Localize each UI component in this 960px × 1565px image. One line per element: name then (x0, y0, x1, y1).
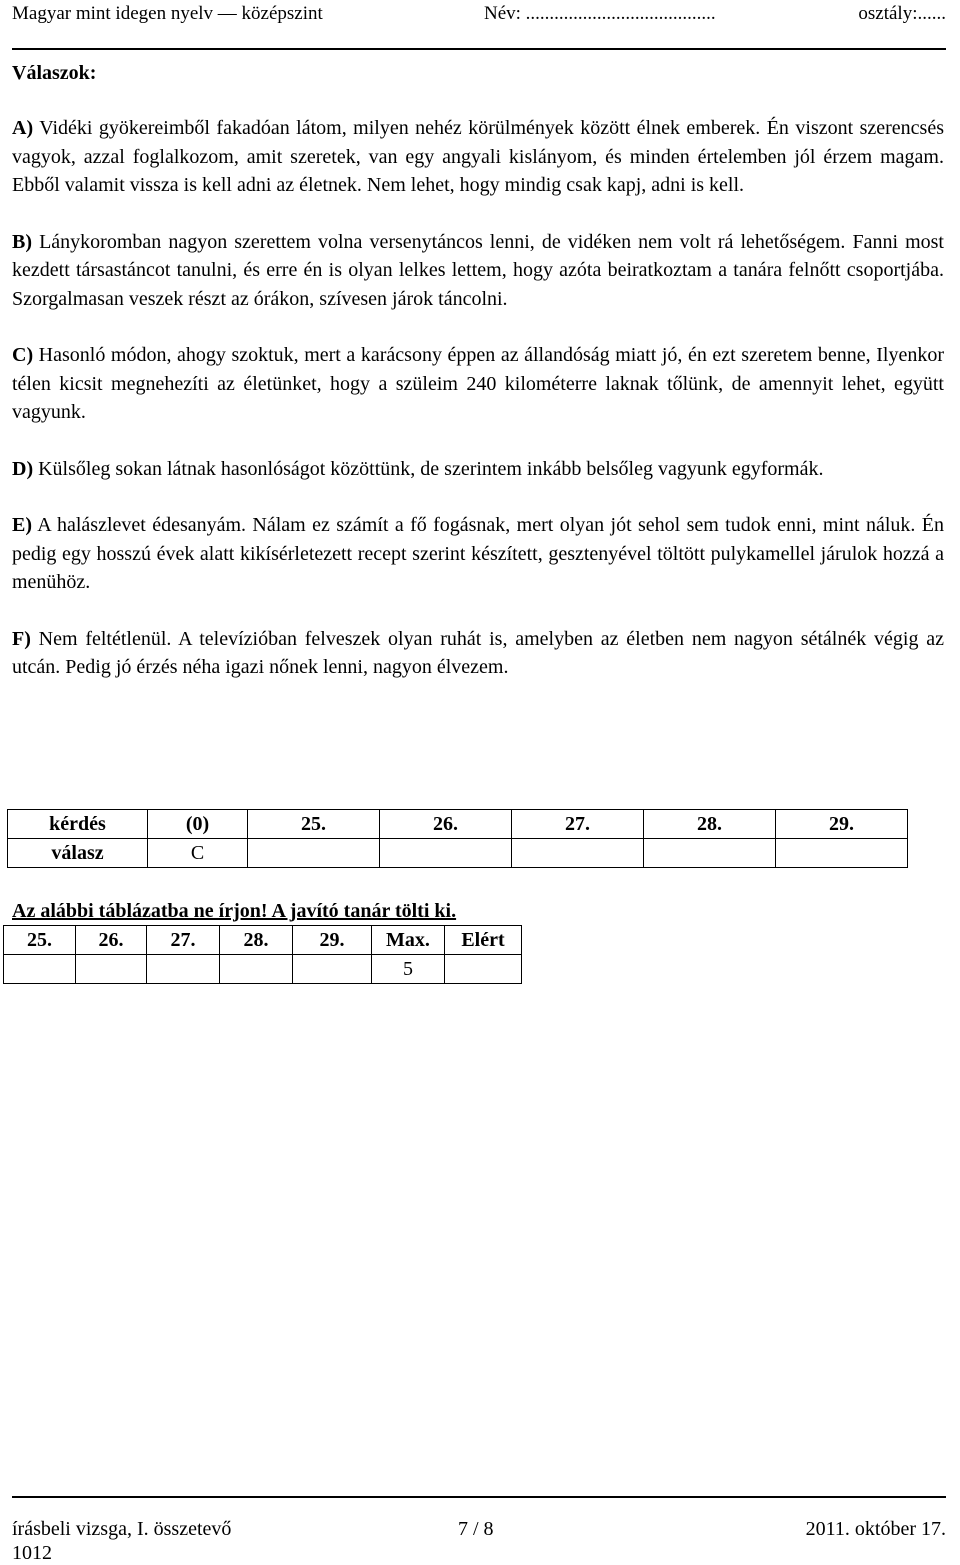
answer-text: Nem feltétlenül. A televízióban felveszek olyan ruhát is, amelyben az életben nem nagyon sétálnék végig az utcán. Pedig jó érzés néha igazi nőnek lenni, nagyon élvezem. (12, 627, 944, 678)
answer-b (12, 228, 944, 314)
grader-value-cell (4, 955, 76, 984)
answer-cell[interactable] (512, 839, 644, 868)
answer-e (12, 511, 944, 597)
answer-letter: C) (12, 344, 34, 366)
answer-f (12, 625, 944, 682)
grader-header-cell: 28. (220, 926, 293, 955)
answer-text: Vidéki gyökereimből fakadóan látom, milyen nehéz körülmények között élnek emberek. Én viszont szerencsés vagyok, azzal foglalkozom, amit szeretek, van egy angyali kislányom, és minden értelemben jól érzem magam. Ebből valamit vissza is kell adni az életnek. Nem lehet, hogy mindig csak kapj, adni is kell. (12, 117, 944, 196)
header-subject: Magyar mint idegen nyelv — középszint (12, 3, 323, 24)
question-cell: 27. (512, 810, 644, 839)
grader-value-cell (293, 955, 372, 984)
table-row (8, 839, 908, 868)
header-name-field: Név: ........................................ (484, 3, 716, 24)
grader-value-cell (147, 955, 220, 984)
footer-date: 2011. október 17. (805, 1518, 946, 1540)
answer-a (12, 114, 944, 200)
answer-cell[interactable] (380, 839, 512, 868)
page-number: 7 / 8 (458, 1518, 494, 1540)
answer-text: Külsőleg sokan látnak hasonlóságot közöttünk, de szerintem inkább belsőleg vagyunk egyformák. (33, 457, 824, 480)
header-divider (12, 48, 946, 50)
answer-letter: D) (12, 457, 34, 480)
row-label-question: kérdés (8, 810, 148, 839)
grader-header-cell: 26. (76, 926, 147, 955)
grader-value-cell (220, 955, 293, 984)
answer-text: Lánykoromban nagyon szerettem volna versenytáncos lenni, de vidéken nem volt rá lehetőségem. Fanni most kezdett társastáncot tanulni, és erre én is olyan lelkes lettem, hogy azóta beiratkoztam a tanára felnőtt csoportjába. Szorgalmasan veszek részt az órákon, szívesen járok táncolni. (12, 230, 944, 310)
footer-code: 1012 (12, 1542, 52, 1564)
answer-table (7, 809, 908, 868)
grader-header-cell: Elért (445, 926, 522, 955)
grader-header-cell: 29. (293, 926, 372, 955)
page-header (12, 2, 946, 28)
answer-cell[interactable]: C (148, 839, 248, 868)
table-row (8, 810, 908, 839)
question-cell: (0) (148, 810, 248, 839)
grader-note: Az alábbi táblázatba ne írjon! A javító tanár tölti ki. (12, 900, 457, 922)
answer-c (12, 341, 944, 427)
page-footer (12, 1516, 946, 1542)
question-cell: 26. (380, 810, 512, 839)
section-title: Válaszok: (12, 62, 97, 84)
answer-letter: A) (12, 117, 34, 139)
question-cell: 29. (776, 810, 908, 839)
row-label-answer: válasz (8, 839, 148, 868)
footer-divider (12, 1496, 946, 1498)
table-row (4, 926, 522, 955)
grader-value-cell (76, 955, 147, 984)
answer-cell[interactable] (644, 839, 776, 868)
question-cell: 25. (248, 810, 380, 839)
table-row (4, 955, 522, 984)
answer-letter: E) (12, 514, 32, 536)
answer-list (12, 114, 944, 710)
question-cell: 28. (644, 810, 776, 839)
answer-cell[interactable] (248, 839, 380, 868)
grader-value-cell (445, 955, 522, 984)
grader-header-cell: Max. (372, 926, 445, 955)
answer-text: Hasonló módon, ahogy szoktuk, mert a karácsony éppen az állandóság miatt jó, én ezt szeretem benne, Ilyenkor télen kicsit megnehezíti az életünket, hogy a szüleim 240 kilométerre laknak tőlünk, de amennyit lehet, együtt vagyunk. (12, 344, 944, 423)
grader-table (3, 925, 522, 984)
answer-letter: B) (12, 230, 32, 253)
answer-d (12, 455, 944, 484)
grader-max-cell: 5 (372, 955, 445, 984)
grader-header-cell: 27. (147, 926, 220, 955)
header-class-field: osztály:...... (858, 3, 946, 24)
answer-text: A halászlevet édesanyám. Nálam ez számít a fő fogásnak, mert olyan jót sehol sem tudok enni, mint náluk. Én pedig egy hosszú évek alatt kikísérletezett recept szerint készített, gesztenyével töltött pulykamellel járulok hozzá a menühöz. (12, 514, 944, 593)
footer-exam: írásbeli vizsga, I. összetevő (12, 1518, 232, 1540)
answer-cell[interactable] (776, 839, 908, 868)
answer-letter: F) (12, 627, 31, 650)
grader-header-cell: 25. (4, 926, 76, 955)
